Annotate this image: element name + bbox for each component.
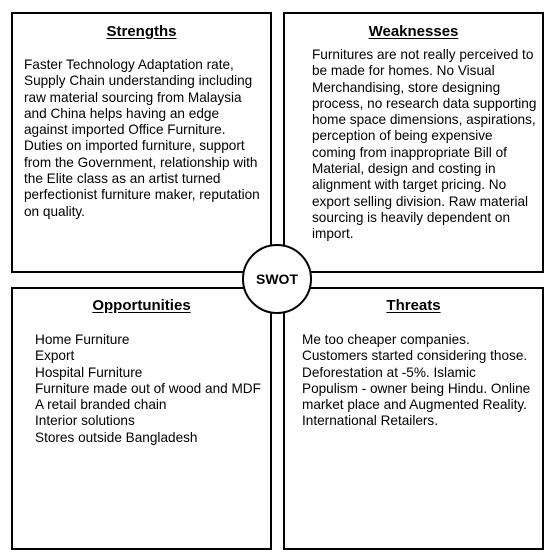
swot-center-circle [242, 244, 312, 314]
opportunity-item: Interior solutions [35, 413, 135, 429]
weaknesses-quadrant [283, 12, 544, 273]
strengths-quadrant [11, 12, 272, 273]
threats-text: Me too cheaper companies. Customers started considering those. Deforestation at -5%. Islamic Populism - owner being Hindu. Online market place and Augmented Reality. International Retailers. [302, 332, 531, 429]
threats-quadrant [283, 287, 544, 550]
weaknesses-text: Furnitures are not really perceived to be made for homes. No Visual Merchandising, store designing process, no research data supporting home space dimensions, aspirations, perception of being expensive coming from inappropriate Bill of Material, design and costing in alignment with target pricing. No export selling division. Raw material sourcing is heavily dependent on import. [312, 47, 537, 242]
opportunities-list [35, 332, 265, 446]
opportunities-title: Opportunities [92, 297, 191, 314]
opportunities-quadrant [11, 287, 272, 550]
opportunity-item: Furniture made out of wood and MDF [35, 380, 261, 396]
strengths-text: Faster Technology Adaptation rate, Supply Chain understanding including raw material sourcing from Malaysia and China helps having an edge against imported Office Furniture. Duties on imported furniture, support from the Government, relationship with the Elite class as an artist turned perfectionist furniture maker, reputation on quality. [24, 57, 260, 219]
swot-center-label: SWOT [256, 271, 298, 287]
opportunity-item: A retail branded chain [35, 397, 167, 413]
opportunity-item: Export [35, 348, 75, 364]
strengths-title: Strengths [106, 23, 177, 40]
opportunity-item: Home Furniture [35, 332, 130, 347]
opportunity-item: Hospital Furniture [35, 364, 143, 380]
threats-title: Threats [386, 297, 441, 314]
opportunity-item: Stores outside Bangladesh [35, 429, 198, 445]
weaknesses-title: Weaknesses [368, 23, 459, 40]
